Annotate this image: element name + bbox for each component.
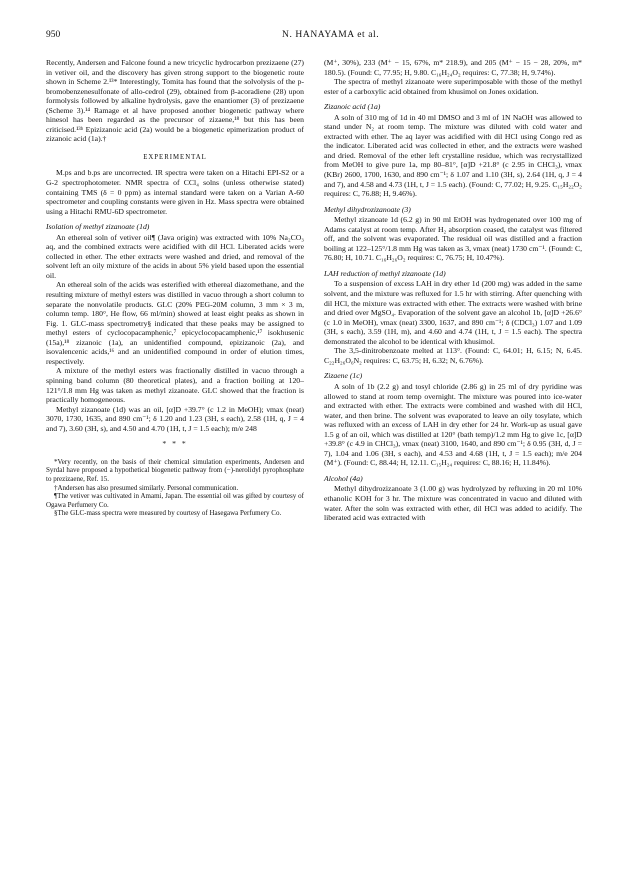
dihydrozizanoate-heading: Methyl dihydrozizanoate (3) — [324, 204, 411, 214]
lah-reduction-paragraph-2: The 3,5-dinitrobenzoate melted at 113°. (Found: C, 64.01; H, 6.15; N, 6.45. C₂₂H₂₆O₆N₂ requires: C, 63.75; H, 6.32; N, 6.76%). — [324, 346, 582, 365]
separator-stars: * * * — [162, 439, 188, 449]
lah-reduction-paragraph-1: To a suspension of excess LAH in dry ether 1d (200 mg) was added in the same solvent, and the mixture was refluxed for 1.5 hr with stirring. After quenching with dil HCl, the mixture was extracted with ether. The extracts were washed with brine and dried over MgSO₄. Evaporation of the solvent gave an alcohol 1b, [α]D +26.6° (c 1.0 in MeOH), νmax (neat) 3300, 1637, and 890 cm⁻¹; δ (CDCl₃) 1.07 and 1.09 (3H, s each), 3.59 (1H, m), and 4.60 and 4.74 (1H, t, J = 1.5 each). The spectra demonstrated the alcohol to be identical with khusimol. — [324, 279, 582, 346]
experimental-paragraph: M.ps and b.ps are uncorrected. IR spectra were taken on a Hitachi EPI-S2 or a G-2 spectrophotometer. NMR spectra of CCl₄ solns (unless otherwise stated) containing TMS (δ = 0 ppm) as internal standard were taken on a Varian A-60 spectrometer and coupling constants were given in Hz. Mass spectra were obtained using a Hitachi RMU-6D spectrometer. — [46, 168, 304, 216]
alcohol-heading: Alcohol (4a) — [324, 473, 363, 483]
isolation-heading: Isolation of methyl zizanoate (1d) — [46, 222, 150, 232]
dihydrozizanoate-paragraph: Methyl zizanoate 1d (6.2 g) in 90 ml EtOH was hydrogenated over 100 mg of Adams catalyst at room temp. After H₂ absorption ceased, the catalyst was filtered off, and the solvent was evaporated. The residual oil was distilled and a fraction boiling at 122–125°/1.8 mm Hg was taken as 3, νmax (neat) 1730 cm⁻¹. (Found: C, 76.80; H, 10.71. C₁₆H₂₆O₂ requires: C, 76.75; H, 10.47%). — [324, 215, 582, 263]
intro-paragraph: Recently, Andersen and Falcone found a new tricyclic hydrocarbon prezizaene (27) in vetiver oil, and the discovery has given strong support to the biogenetic route shown in Scheme 2.¹³* Interestingly, Tomita has found that the solvolysis of the p-bromobenzenesulfonate of allo-cedrol (29), obtained from β-acoradiene (28) upon formolysis followed by alkaline hydrolysis, gave the enantiomer (3) of prezizaene (Scheme 3).¹⁴ Ramage et al have proposed another biogenetic pathway where hinesol has been regarded as the precursor of zizaene,¹⁸ but this has been criticised.¹³ᵇ Epizizanoic acid (2a) would be a biogenetic epimerization product of zizanoic acid (1a).† — [46, 58, 304, 144]
footnote-2: †Andersen has also presumed similarly. Personal communication. — [54, 483, 239, 492]
alcohol-paragraph: Methyl dihydrozizanoate 3 (1.00 g) was hydrolyzed by refluxing in 20 ml 10% ethanolic KOH for 3 hr. The mixture was concentrated in vacuo and diluted with water. After the soln was extracted with ether, dil HCl was added to acidify. The liberated acid was extracted with — [324, 484, 582, 523]
right-column — [324, 58, 582, 523]
zizaene-heading: Zizaene (1c) — [324, 371, 363, 381]
footnote-1: *Very recently, on the basis of their chemical simulation experiments, Andersen and Syrdal have proposed a hypothetical biogenetic pathway from (−)-nerolidyl pyrophosphate to prezizaene, Ref. 15. — [46, 457, 304, 483]
zizanoic-acid-paragraph: A soln of 310 mg of 1d in 40 ml DMSO and 3 ml of 1N NaOH was allowed to stand under N₂ at room temp. The mixture was diluted with cold water and extracted with ether. The aq layer was acidified with dil HCl using Congo red as the indicator. Liberated acid was collected in ether, and the extracts were washed and dried. Removal of the ether left crystalline residue, which was recrystallized from MeOH to give pure 1a, mp 80–81°, [α]D +21.8° (c 2.95 in CHCl₃), νmax (KBr) 2600, 1700, 1630, and 890 cm⁻¹; δ 1.07 and 1.10 (3H, s), 2.64 (1H, q, J = 4 and 7), and 4.58 and 4.73 (1H, t, J = 1.5 each). (Found: C, 77.02; H, 9.25. C₁₅H₂₂O₂ requires: C, 76.88; H, 9.46%). — [324, 112, 582, 199]
footnote-4: §The GLC-mass spectra were measured by courtesy of Hasegawa Perfumery Co. — [54, 509, 282, 518]
zizanoic-acid-heading: Zizanoic acid (1a) — [324, 102, 381, 112]
footnote-3: ¶The vetiver was cultivated in Amami, Japan. The essential oil was gifted by courtesy of Ogawa Perfumery Co. — [46, 492, 304, 509]
isolation-paragraph-4: Methyl zizanoate (1d) was an oil, [α]D +39.7° (c 1.2 in MeOH); νmax (neat) 3070, 1730, 1635, and 890 cm⁻¹; δ 1.20 and 1.23 (3H, s each), 2.58 (1H, q, J = 4 and 7), 3.60 (3H, s), and 4.50 and 4.70 (1H, t, J = 1.5 each); m/e 248 — [46, 404, 304, 433]
experimental-heading: EXPERIMENTAL — [143, 153, 207, 161]
zizaene-paragraph: A soln of 1b (2.2 g) and tosyl chloride (2.86 g) in 25 ml of dry pyridine was allowed to stand at room temp overnight. The mixture was poured into ice-water and extracted with ether. The extracts were combined and washed with dil HCl, water, and then brine. The solvent was evaporated to leave an oily tosylate, which was refluxed with an excess of LAH in dry ether for 24 hr. Work-up as usual gave 1.5 g of an oil, which was distilled at 120° (bath temp)/1.2 mm Hg to give 1c, [α]D +39.8° (c 4.9 in CHCl₃), νmax (neat) 3100, 1640, and 890 cm⁻¹; δ 0.95 (3H, d, J = 7), 1.04 and 1.06 (3H, s each), and 4.53 and 4.68 (1H, t, J = 1.5 each); m/e 204 (M⁺). (Found: C, 88.44; H, 12.11. C₁₅H₂₄ requires: C, 88.16; H, 11.84%). — [324, 381, 582, 468]
isolation-paragraph-3: A mixture of the methyl esters was fractionally distilled in vacuo through a spinning band column (80 theoretical plates), and a fraction boiling at 120–121°/1.8 mm Hg was taken as methyl zizanoate. GLC showed that the fraction is practically homogeneous. — [46, 366, 304, 405]
isolation-paragraph-1: An ethereal soln of vetiver oil¶ (Java origin) was extracted with 10% Na₂CO₃ aq, and the combined extracts were acidified with dil HCl. Liberated acids were collected in ether. The ether extracts were washed and dried, and removal of the solvent left an oily mixture of the acids in about 5% yield based upon the essential oil. — [46, 232, 304, 280]
page-number: 950 — [46, 30, 61, 40]
running-head: N. HANAYAMA et al. — [282, 30, 380, 40]
isolation-paragraph-2: An ethereal soln of the acids was esterified with ethereal diazomethane, and the resulting mixture of methyl esters was distilled in vacuo through a short column to separate the nonvolatile products. GLC (20% PEG-20M column, 3 mm × 3 m, column temp. 180°, He flow, 66 ml/min) showed at least eight peaks as shown in Fig. 1. GLC-mass spectrometry§ indicated that these peaks may be assigned to methyl esters of cyclocopacamphenic,⁷ epicyclocopacamphenic,¹⁷ isokhusenic (15a),¹⁸ zizanoic (1a), an unidentified compound, epizizanoic (2a), and isovalencenic acids,¹⁶ and an unidentified compound in order of elution times, respectively. — [46, 280, 304, 366]
page-header — [46, 30, 578, 44]
mass-continuation: (M⁺, 30%), 233 (M⁺ − 15, 67%, m* 218.9), and 205 (M⁺ − 15 − 28, 20%, m* 180.5). (Found: C, 77.95; H, 9.80. C₁₆H₂₄O₂ requires: C, 77.38; H, 9.74%). — [324, 58, 582, 77]
spectra-paragraph: The spectra of methyl zizanoate were superimposable with those of the methyl ester of a carboxylic acid obtained from khusimol on Jones oxidation. — [324, 77, 582, 96]
lah-reduction-heading: LAH reduction of methyl zizanoate (1d) — [324, 268, 446, 278]
left-column — [46, 58, 304, 518]
